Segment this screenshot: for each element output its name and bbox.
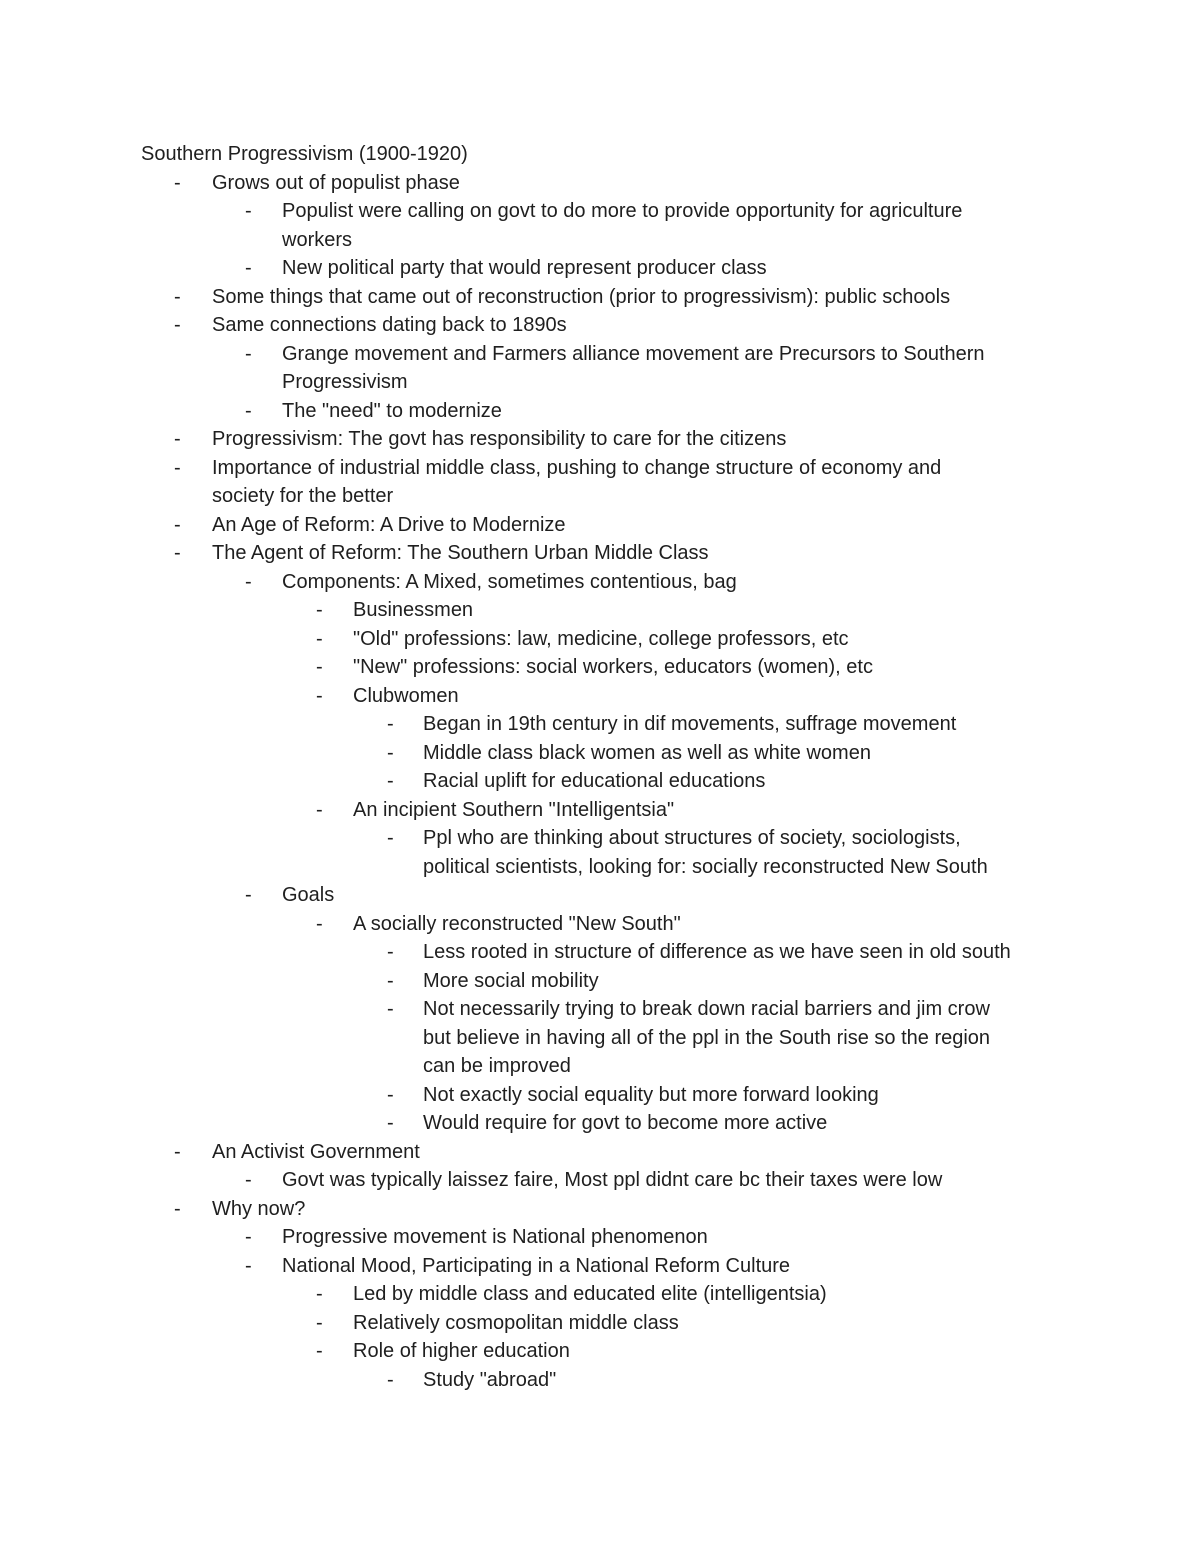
bullet-dash-icon: - xyxy=(174,513,181,536)
list-item-text: Goals xyxy=(282,884,335,906)
notes-list xyxy=(0,169,1200,1395)
list-item-text: A socially reconstructed "New South" xyxy=(353,912,681,935)
list-item xyxy=(0,568,1200,597)
list-item-text: Some things that came out of reconstruction (prior to progressivism): public schools xyxy=(212,285,951,308)
list-item xyxy=(0,197,1200,226)
list-item-text: Middle class black women as well as white women xyxy=(423,741,871,764)
bullet-dash-icon: - xyxy=(245,570,252,593)
list-item-text: The "need" to modernize xyxy=(282,399,502,422)
bullet-dash-icon: - xyxy=(316,627,323,650)
list-item-text: can be improved xyxy=(423,1055,571,1077)
bullet-dash-icon: - xyxy=(387,1368,394,1391)
list-item-text: Progressive movement is National phenomenon xyxy=(282,1226,708,1248)
list-item-continuation xyxy=(0,853,1200,882)
list-item-text: Study "abroad" xyxy=(423,1368,557,1391)
list-item-text: National Mood, Participating in a National Reform Culture xyxy=(282,1254,791,1277)
list-item xyxy=(0,938,1200,967)
bullet-dash-icon: - xyxy=(174,285,181,308)
list-item xyxy=(0,1109,1200,1138)
list-item-text: "Old" professions: law, medicine, college professors, etc xyxy=(353,627,849,650)
list-item xyxy=(0,1223,1200,1252)
list-item-text: An Age of Reform: A Drive to Modernize xyxy=(212,513,566,536)
list-item-continuation xyxy=(0,226,1200,255)
bullet-dash-icon: - xyxy=(316,798,323,821)
list-item xyxy=(0,454,1200,483)
list-item xyxy=(0,539,1200,568)
list-item-continuation xyxy=(0,368,1200,397)
list-item-text: Not necessarily trying to break down racial barriers and jim crow xyxy=(423,998,990,1020)
list-item-text: Role of higher education xyxy=(353,1340,570,1362)
bullet-dash-icon: - xyxy=(245,1169,252,1191)
bullet-dash-icon: - xyxy=(316,599,323,621)
bullet-dash-icon: - xyxy=(174,171,181,194)
bullet-dash-icon: - xyxy=(316,912,323,935)
bullet-dash-icon: - xyxy=(387,741,394,764)
list-item-text: workers xyxy=(282,228,353,251)
list-item xyxy=(0,340,1200,369)
bullet-dash-icon: - xyxy=(387,827,394,849)
list-item-text: Components: A Mixed, sometimes contentious, bag xyxy=(282,570,737,593)
list-item-continuation xyxy=(0,482,1200,511)
bullet-dash-icon: - xyxy=(316,684,323,707)
list-item xyxy=(0,653,1200,682)
bullet-dash-icon: - xyxy=(387,969,394,992)
list-item-text: Progressivism xyxy=(282,371,408,393)
list-item-text: Grows out of populist phase xyxy=(212,171,460,194)
list-item-text: Led by middle class and educated elite (intelligentsia) xyxy=(353,1283,827,1305)
list-item-text: An Activist Government xyxy=(212,1140,420,1163)
list-item-text: Progressivism: The govt has responsibility to care for the citizens xyxy=(212,428,787,450)
list-item xyxy=(0,710,1200,739)
bullet-dash-icon: - xyxy=(174,456,181,479)
list-item-text: society for the better xyxy=(212,485,394,507)
bullet-dash-icon: - xyxy=(387,713,394,735)
list-item-text: Began in 19th century in dif movements, suffrage movement xyxy=(423,713,957,735)
list-item xyxy=(0,995,1200,1024)
list-item-text: but believe in having all of the ppl in the South rise so the region xyxy=(423,1026,991,1049)
list-item xyxy=(0,1166,1200,1195)
list-item-continuation xyxy=(0,1024,1200,1053)
list-item xyxy=(0,1309,1200,1338)
list-item xyxy=(0,625,1200,654)
list-item xyxy=(0,967,1200,996)
list-item xyxy=(0,596,1200,625)
list-item-text: Ppl who are thinking about structures of society, sociologists, xyxy=(423,827,961,849)
bullet-dash-icon: - xyxy=(245,1226,252,1248)
list-item xyxy=(0,1138,1200,1167)
list-item-text: Clubwomen xyxy=(353,684,459,707)
list-item xyxy=(0,511,1200,540)
bullet-dash-icon: - xyxy=(316,1283,323,1305)
list-item xyxy=(0,1366,1200,1395)
bullet-dash-icon: - xyxy=(245,342,252,365)
list-item-text: An incipient Southern "Intelligentsia" xyxy=(353,798,675,821)
list-item-text: Racial uplift for educational educations xyxy=(423,770,766,792)
list-item xyxy=(0,682,1200,711)
list-item xyxy=(0,767,1200,796)
bullet-dash-icon: - xyxy=(245,200,252,222)
list-item-text: Would require for govt to become more active xyxy=(423,1112,828,1134)
list-item-text: Businessmen xyxy=(353,599,474,621)
list-item xyxy=(0,796,1200,825)
list-item-continuation xyxy=(0,1052,1200,1081)
list-item-text: political scientists, looking for: socially reconstructed New South xyxy=(423,855,988,878)
list-item xyxy=(0,1195,1200,1224)
bullet-dash-icon: - xyxy=(174,314,181,336)
bullet-dash-icon: - xyxy=(174,1140,181,1163)
bullet-dash-icon: - xyxy=(245,399,252,422)
list-item-text: Relatively cosmopolitan middle class xyxy=(353,1311,679,1334)
list-item-text: Less rooted in structure of difference as we have seen in old south xyxy=(423,941,1011,963)
list-item-text: Not exactly social equality but more forward looking xyxy=(423,1083,879,1106)
list-item-text: Same connections dating back to 1890s xyxy=(212,314,567,336)
list-item-text: Grange movement and Farmers alliance movement are Precursors to Southern xyxy=(282,342,985,365)
bullet-dash-icon: - xyxy=(174,428,181,450)
bullet-dash-icon: - xyxy=(387,998,394,1020)
bullet-dash-icon: - xyxy=(316,1340,323,1362)
list-item xyxy=(0,397,1200,426)
list-item xyxy=(0,1252,1200,1281)
list-item xyxy=(0,824,1200,853)
list-item xyxy=(0,739,1200,768)
list-item xyxy=(0,910,1200,939)
list-item-text: New political party that would represent producer class xyxy=(282,257,767,279)
bullet-dash-icon: - xyxy=(387,770,394,792)
document-title: Southern Progressivism (1900-1920) xyxy=(141,143,468,165)
list-item xyxy=(0,311,1200,340)
list-item-text: "New" professions: social workers, educators (women), etc xyxy=(353,656,873,678)
list-item xyxy=(0,1280,1200,1309)
list-item-text: Importance of industrial middle class, pushing to change structure of economy and xyxy=(212,456,942,479)
list-item-text: Populist were calling on govt to do more to provide opportunity for agriculture xyxy=(282,200,963,222)
bullet-dash-icon: - xyxy=(245,257,252,279)
list-item-text: More social mobility xyxy=(423,969,599,992)
list-item-text: The Agent of Reform: The Southern Urban Middle Class xyxy=(212,542,709,564)
list-item xyxy=(0,425,1200,454)
bullet-dash-icon: - xyxy=(387,1112,394,1134)
list-item xyxy=(0,1081,1200,1110)
list-item xyxy=(0,283,1200,312)
list-item-text: Govt was typically laissez faire, Most ppl didnt care bc their taxes were low xyxy=(282,1169,943,1191)
list-item xyxy=(0,881,1200,910)
bullet-dash-icon: - xyxy=(174,542,181,564)
bullet-dash-icon: - xyxy=(316,656,323,678)
bullet-dash-icon: - xyxy=(387,941,394,963)
list-item xyxy=(0,1337,1200,1366)
list-item xyxy=(0,254,1200,283)
bullet-dash-icon: - xyxy=(245,884,252,906)
bullet-dash-icon: - xyxy=(174,1197,181,1220)
list-item xyxy=(0,169,1200,198)
bullet-dash-icon: - xyxy=(245,1254,252,1277)
bullet-dash-icon: - xyxy=(387,1083,394,1106)
list-item-text: Why now? xyxy=(212,1197,306,1220)
bullet-dash-icon: - xyxy=(316,1311,323,1334)
